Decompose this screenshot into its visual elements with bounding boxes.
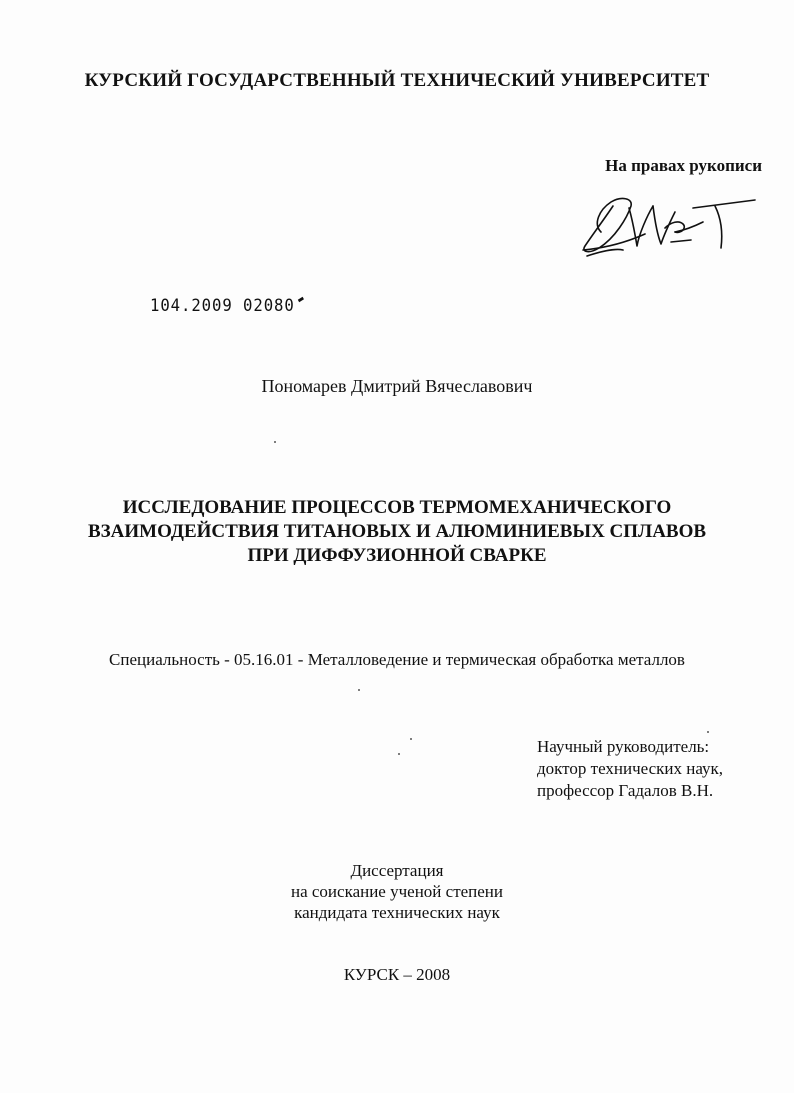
dissertation-info xyxy=(0,860,794,923)
handwritten-signature xyxy=(575,188,765,263)
scan-speck xyxy=(358,689,360,691)
university-name: КУРСКИЙ ГОСУДАРСТВЕННЫЙ ТЕХНИЧЕСКИЙ УНИВЕРСИТЕТ xyxy=(84,70,710,91)
advisor-name: профессор Гадалов В.Н. xyxy=(537,781,714,800)
advisor-degree: доктор технических наук, xyxy=(537,759,724,778)
specialty-line: Специальность - 05.16.01 - Металловедение и термическая обработка металлов xyxy=(109,650,685,669)
manuscript-rights-label: На правах рукописи xyxy=(605,156,762,175)
archive-code-text: 104.2009 02080 xyxy=(150,296,295,316)
dissertation-label: Диссертация xyxy=(350,861,444,880)
scan-speck xyxy=(398,753,400,755)
author-name: Пономарев Дмитрий Вячеславович xyxy=(261,376,533,396)
archive-code xyxy=(150,296,304,316)
dissertation-title xyxy=(60,496,734,568)
title-line-3: ПРИ ДИФФУЗИОННОЙ СВАРКЕ xyxy=(247,545,547,566)
scan-speck xyxy=(707,731,709,733)
degree-purpose: на соискание ученой степени xyxy=(290,882,504,901)
ink-mark xyxy=(298,297,304,303)
advisor-label: Научный руководитель: xyxy=(537,737,710,756)
title-line-2: ВЗАИМОДЕЙСТВИЯ ТИТАНОВЫХ И АЛЮМИНИЕВЫХ СПЛАВОВ xyxy=(87,521,707,542)
scientific-advisor xyxy=(537,736,723,802)
scan-speck xyxy=(274,441,276,443)
title-line-1: ИССЛЕДОВАНИЕ ПРОЦЕССОВ ТЕРМОМЕХАНИЧЕСКОГО xyxy=(122,497,672,518)
scan-speck xyxy=(410,738,412,740)
degree-name: кандидата технических наук xyxy=(294,903,500,922)
city-year: КУРСК – 2008 xyxy=(343,965,451,984)
